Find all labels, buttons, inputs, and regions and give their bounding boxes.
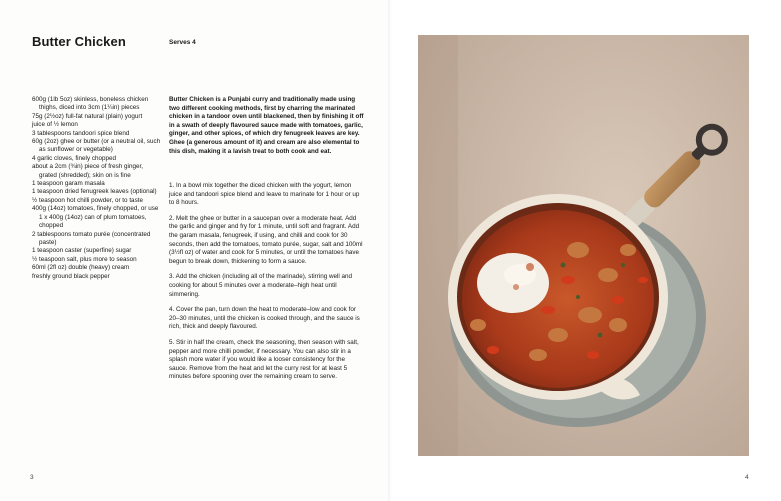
ingredient-item: ½ teaspoon salt, plus more to season xyxy=(32,255,137,263)
ingredient-list xyxy=(32,96,162,281)
ingredient-item: 60g (2oz) ghee or butter (or a neutral oil, such as sunflower or vegetable) xyxy=(32,138,161,154)
ingredient-item: about a 2cm (¾in) piece of fresh ginger, grated (shredded); skin on is fine xyxy=(32,163,143,179)
ingredient-item: 60ml (2fl oz) double (heavy) cream xyxy=(32,264,130,272)
ingredient-item: 400g (14oz) tomatoes, finely chopped, or use 1 x 400g (14oz) can of plum tomatoes, chopped xyxy=(32,205,159,230)
recipe-title: Butter Chicken xyxy=(32,34,126,49)
ingredient-item: freshly ground black pepper xyxy=(32,272,110,280)
method-step: 3. Add the chicken (including all of the marinade), stirring well and cooking for about 5 minutes over a moderate–high heat until simmering. xyxy=(169,273,353,298)
ingredient-item: 1 teaspoon caster (superfine) sugar xyxy=(32,247,132,255)
photo-shadow-left xyxy=(418,35,458,456)
ingredient-item: 75g (2½oz) full-fat natural (plain) yogurt xyxy=(32,112,143,120)
method-step: 5. Stir in half the cream, check the seasoning, then season with salt, pepper and more chilli powder, if necessary. You can also stir in a splash more water if you would like a looser consistency for the sauce. Remove from the heat and let the curry rest for at least 5 minutes before spooning over the remaining cream to serve. xyxy=(169,338,359,381)
method-step: 1. In a bowl mix together the diced chicken with the yogurt, lemon juice and tandoori spice blend and leave to marinate for 1 hour or up to 8 hours. xyxy=(169,182,360,207)
book-gutter xyxy=(388,0,392,501)
ingredient-item: 1 teaspoon dried fenugreek leaves (optional) xyxy=(32,188,157,196)
pan-illustration xyxy=(418,35,749,456)
ingredient-item: 2 tablespoons tomato purée (concentrated paste) xyxy=(32,230,151,246)
ingredient-item: 3 tablespoons tandoori spice blend xyxy=(32,129,130,137)
ingredient-item: 1 teaspoon garam masala xyxy=(32,180,105,188)
page-number-left: 3 xyxy=(30,474,34,481)
recipe-intro: Butter Chicken is a Punjabi curry and traditionally made using two different cooking methods, first by charring the marinated chicken in a tandoor oven until blackened, then by finishing it off in a swath of deeply flavoured sauce made with tomatoes, garlic, ginger, and other spices, of which dry fenugreek leaves are key. Ghee (a generous amount of it) and cream are also elemental to this dish, making it a lavish treat to both cook and eat. xyxy=(169,96,364,155)
ingredient-item: ½ teaspoon hot chilli powder, or to taste xyxy=(32,196,143,204)
method-step: 2. Melt the ghee or butter in a saucepan over a moderate heat. Add the garlic and ginger and fry for 1 minute, until soft and fragrant. Add the garam masala, fenugreek, if using, and chilli and cook for 30 seconds, then add the tomatoes, tomato purée, sugar, salt and 100ml (3½fl oz) of water and cook for 5 minutes, or until the tomatoes have begun to break down, thickening to form a sauce. xyxy=(169,214,363,265)
method-steps xyxy=(169,182,365,389)
method-step: 4. Cover the pan, turn down the heat to moderate–low and cook for 20–30 minutes, until the chicken is cooked through, and the sauce is rich, thick and deeply flavoured. xyxy=(169,306,360,331)
butter-chicken-photo xyxy=(418,35,749,456)
ingredient-item: 4 garlic cloves, finely chopped xyxy=(32,154,117,162)
ingredient-item: 600g (1lb 5oz) skinless, boneless chicken thighs, diced into 3cm (1¼in) pieces xyxy=(32,96,149,112)
page-number-right: 4 xyxy=(745,474,749,481)
ingredient-item: juice of ½ lemon xyxy=(32,121,78,129)
serves-label: Serves 4 xyxy=(169,39,196,46)
